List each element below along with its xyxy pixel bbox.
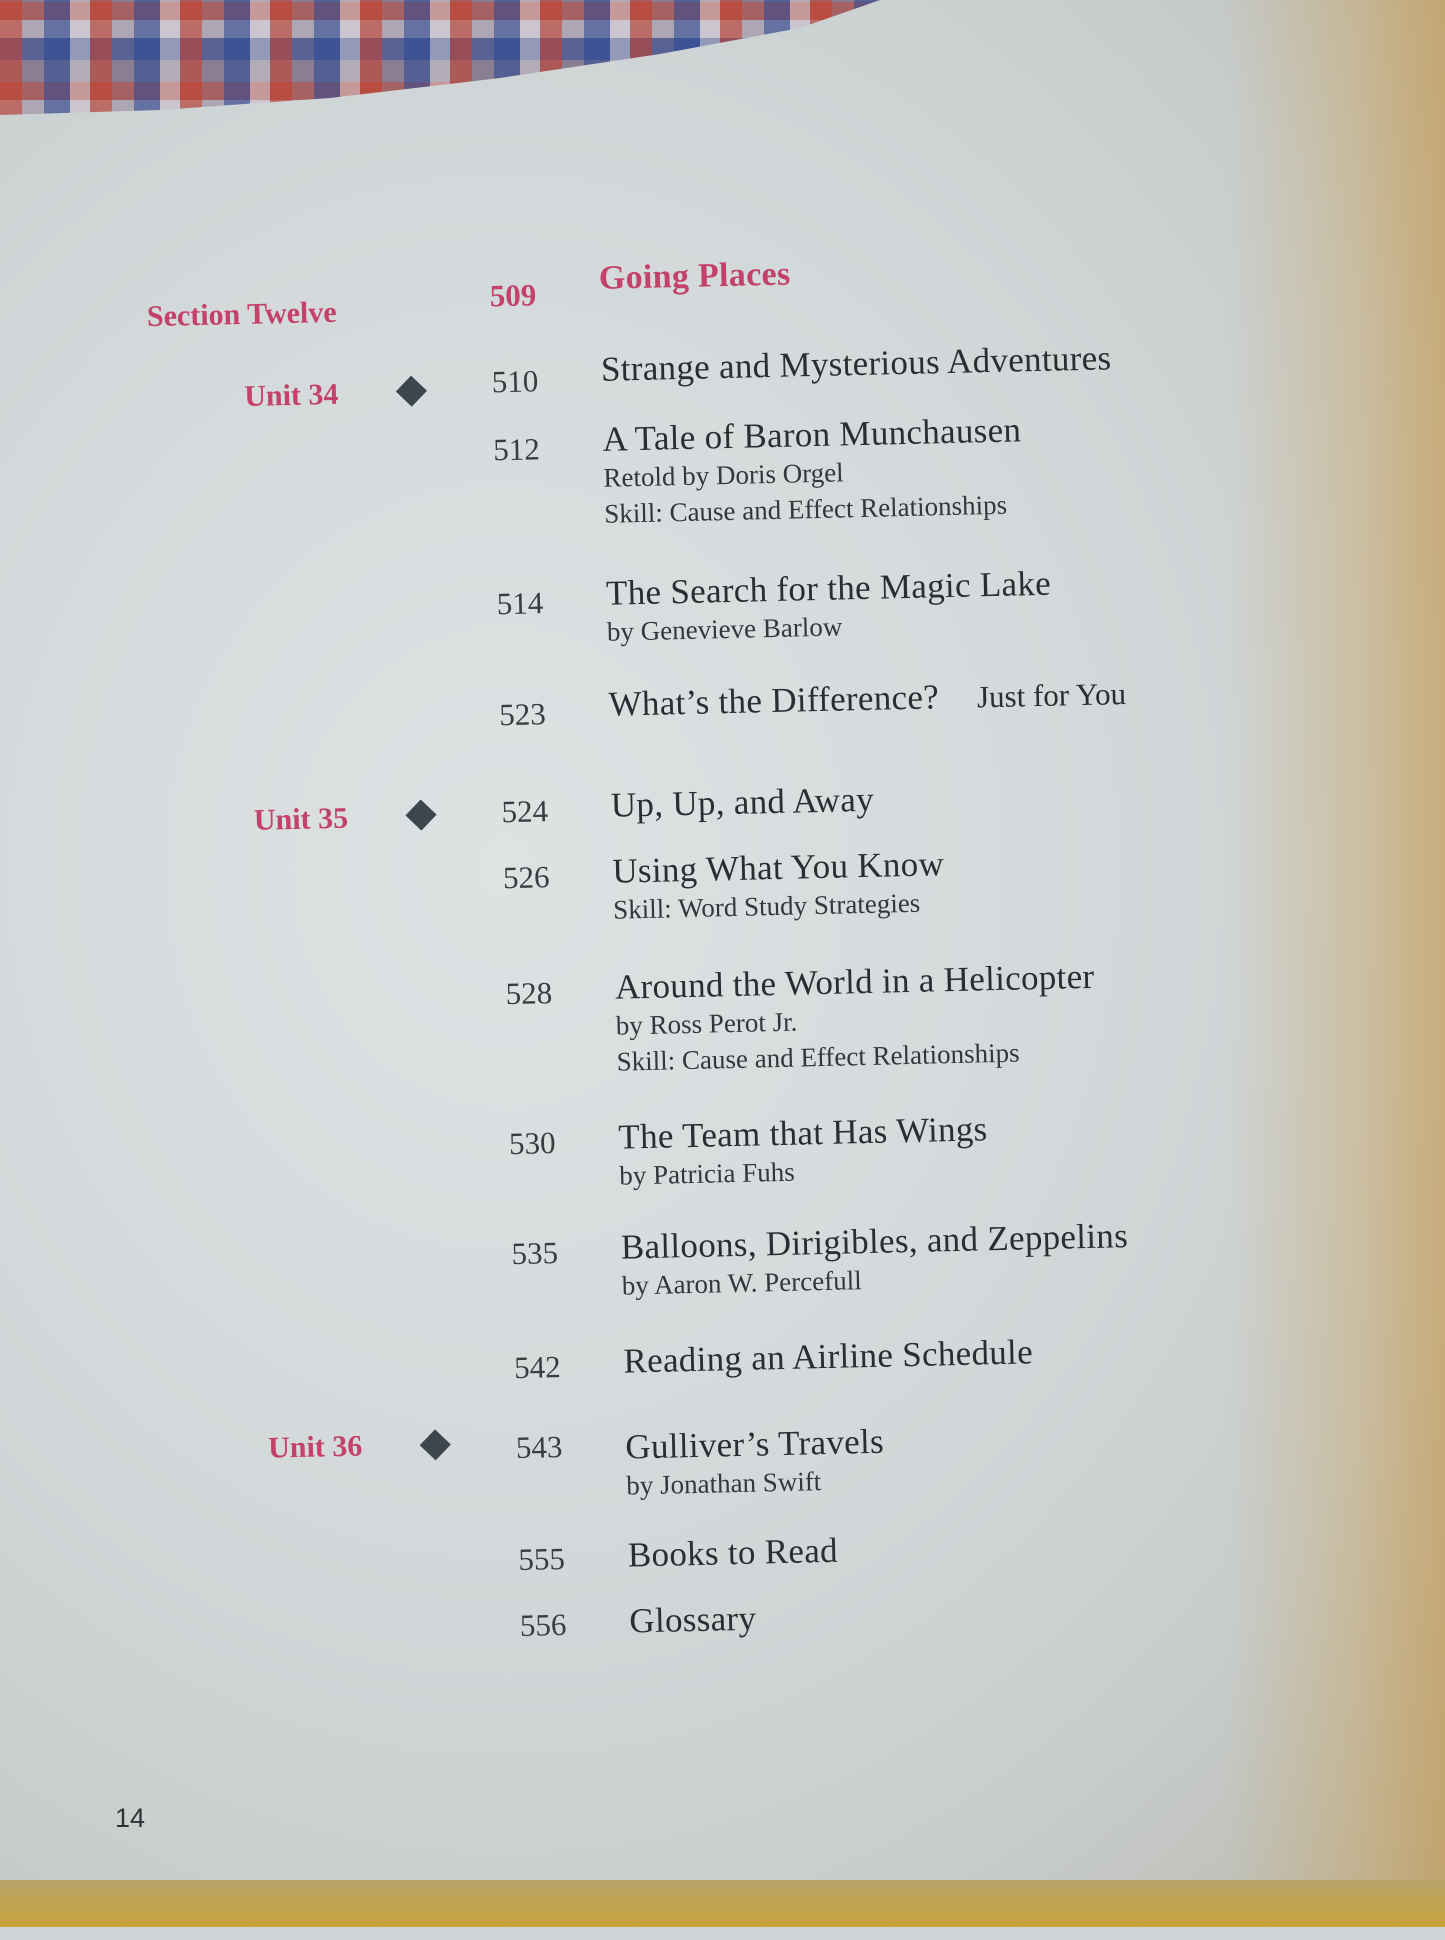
entry-skill: Skill: Word Study Strategies	[612, 887, 921, 925]
entry-page-number: 524	[501, 793, 549, 830]
section-title: Going Places	[598, 255, 791, 297]
toc-entry	[0, 333, 1432, 413]
entry-page-number: 535	[511, 1235, 559, 1272]
entry-title: Glossary	[628, 1598, 757, 1641]
entry-author: by Aaron W. Percefull	[621, 1265, 863, 1301]
toc-entry	[0, 666, 1440, 733]
toc-entry	[15, 1521, 1445, 1578]
section-header	[0, 249, 1430, 334]
section-page-number: 509	[489, 277, 537, 314]
toc-entry	[16, 1587, 1445, 1643]
entry-page-number: 556	[519, 1606, 567, 1643]
entry-title: Gulliver’s Travels	[624, 1421, 885, 1467]
entry-page-number: 526	[502, 859, 550, 896]
entry-skill: Skill: Cause and Effect Relationships	[616, 1037, 1020, 1077]
entry-author: by Patricia Fuhs	[618, 1156, 796, 1191]
entry-title: Reading an Airline Schedule	[623, 1332, 1034, 1381]
entry-author: by Genevieve Barlow	[606, 611, 843, 647]
entry-page-number: 543	[515, 1428, 563, 1466]
toc-entry	[2, 949, 1445, 1077]
entry-title: Up, Up, and Away	[610, 779, 875, 825]
entry-title: The Team that Has Wings	[617, 1109, 988, 1157]
toc-entry	[0, 767, 1442, 837]
unit-label: Unit 34	[243, 377, 339, 413]
toc-entry	[5, 1099, 1445, 1191]
entry-page-number: 514	[496, 585, 544, 622]
entry-author: Retold by Doris Orgel	[603, 457, 844, 493]
unit-label: Unit 35	[253, 801, 349, 837]
entry-title: Books to Read	[627, 1530, 839, 1575]
entry-page-number: 528	[505, 975, 553, 1012]
entry-title: Around the World in a Helicopter	[614, 956, 1095, 1007]
toc-entry	[0, 401, 1434, 529]
toc-entry	[12, 1409, 1445, 1501]
entry-page-number: 542	[513, 1349, 561, 1386]
page-number: 14	[115, 1803, 146, 1833]
entry-title: Strange and Mysterious Adventures	[600, 338, 1112, 389]
entry-page-number: 530	[508, 1125, 556, 1162]
toc-entry	[8, 1209, 1445, 1301]
section-label: Section Twelve	[146, 295, 337, 334]
entry-author: by Jonathan Swift	[625, 1466, 822, 1501]
toc-entry	[10, 1323, 1445, 1386]
entry-page-number: 555	[518, 1540, 566, 1578]
diamond-bullet-icon	[420, 1429, 451, 1460]
diamond-bullet-icon	[396, 376, 427, 407]
entry-author: by Ross Perot Jr.	[615, 1006, 798, 1041]
toc-entry	[0, 833, 1444, 925]
unit-label: Unit 36	[267, 1429, 363, 1465]
entry-page-number: 512	[492, 431, 541, 468]
entry-title: What’s the Difference?	[608, 677, 940, 724]
diamond-bullet-icon	[405, 799, 436, 830]
entry-title: A Tale of Baron Munchausen	[602, 410, 1022, 459]
entry-page-number: 510	[491, 363, 539, 400]
entry-title: The Search for the Magic Lake	[605, 563, 1052, 613]
toc-entry	[0, 555, 1437, 647]
entry-skill: Skill: Cause and Effect Relationships	[603, 489, 1008, 529]
entry-title: Using What You Know	[611, 844, 945, 891]
entry-page-number: 523	[498, 696, 547, 733]
entry-title: Balloons, Dirigibles, and Zeppelins	[620, 1216, 1129, 1267]
entry-feature-label: Just for You	[976, 676, 1127, 715]
